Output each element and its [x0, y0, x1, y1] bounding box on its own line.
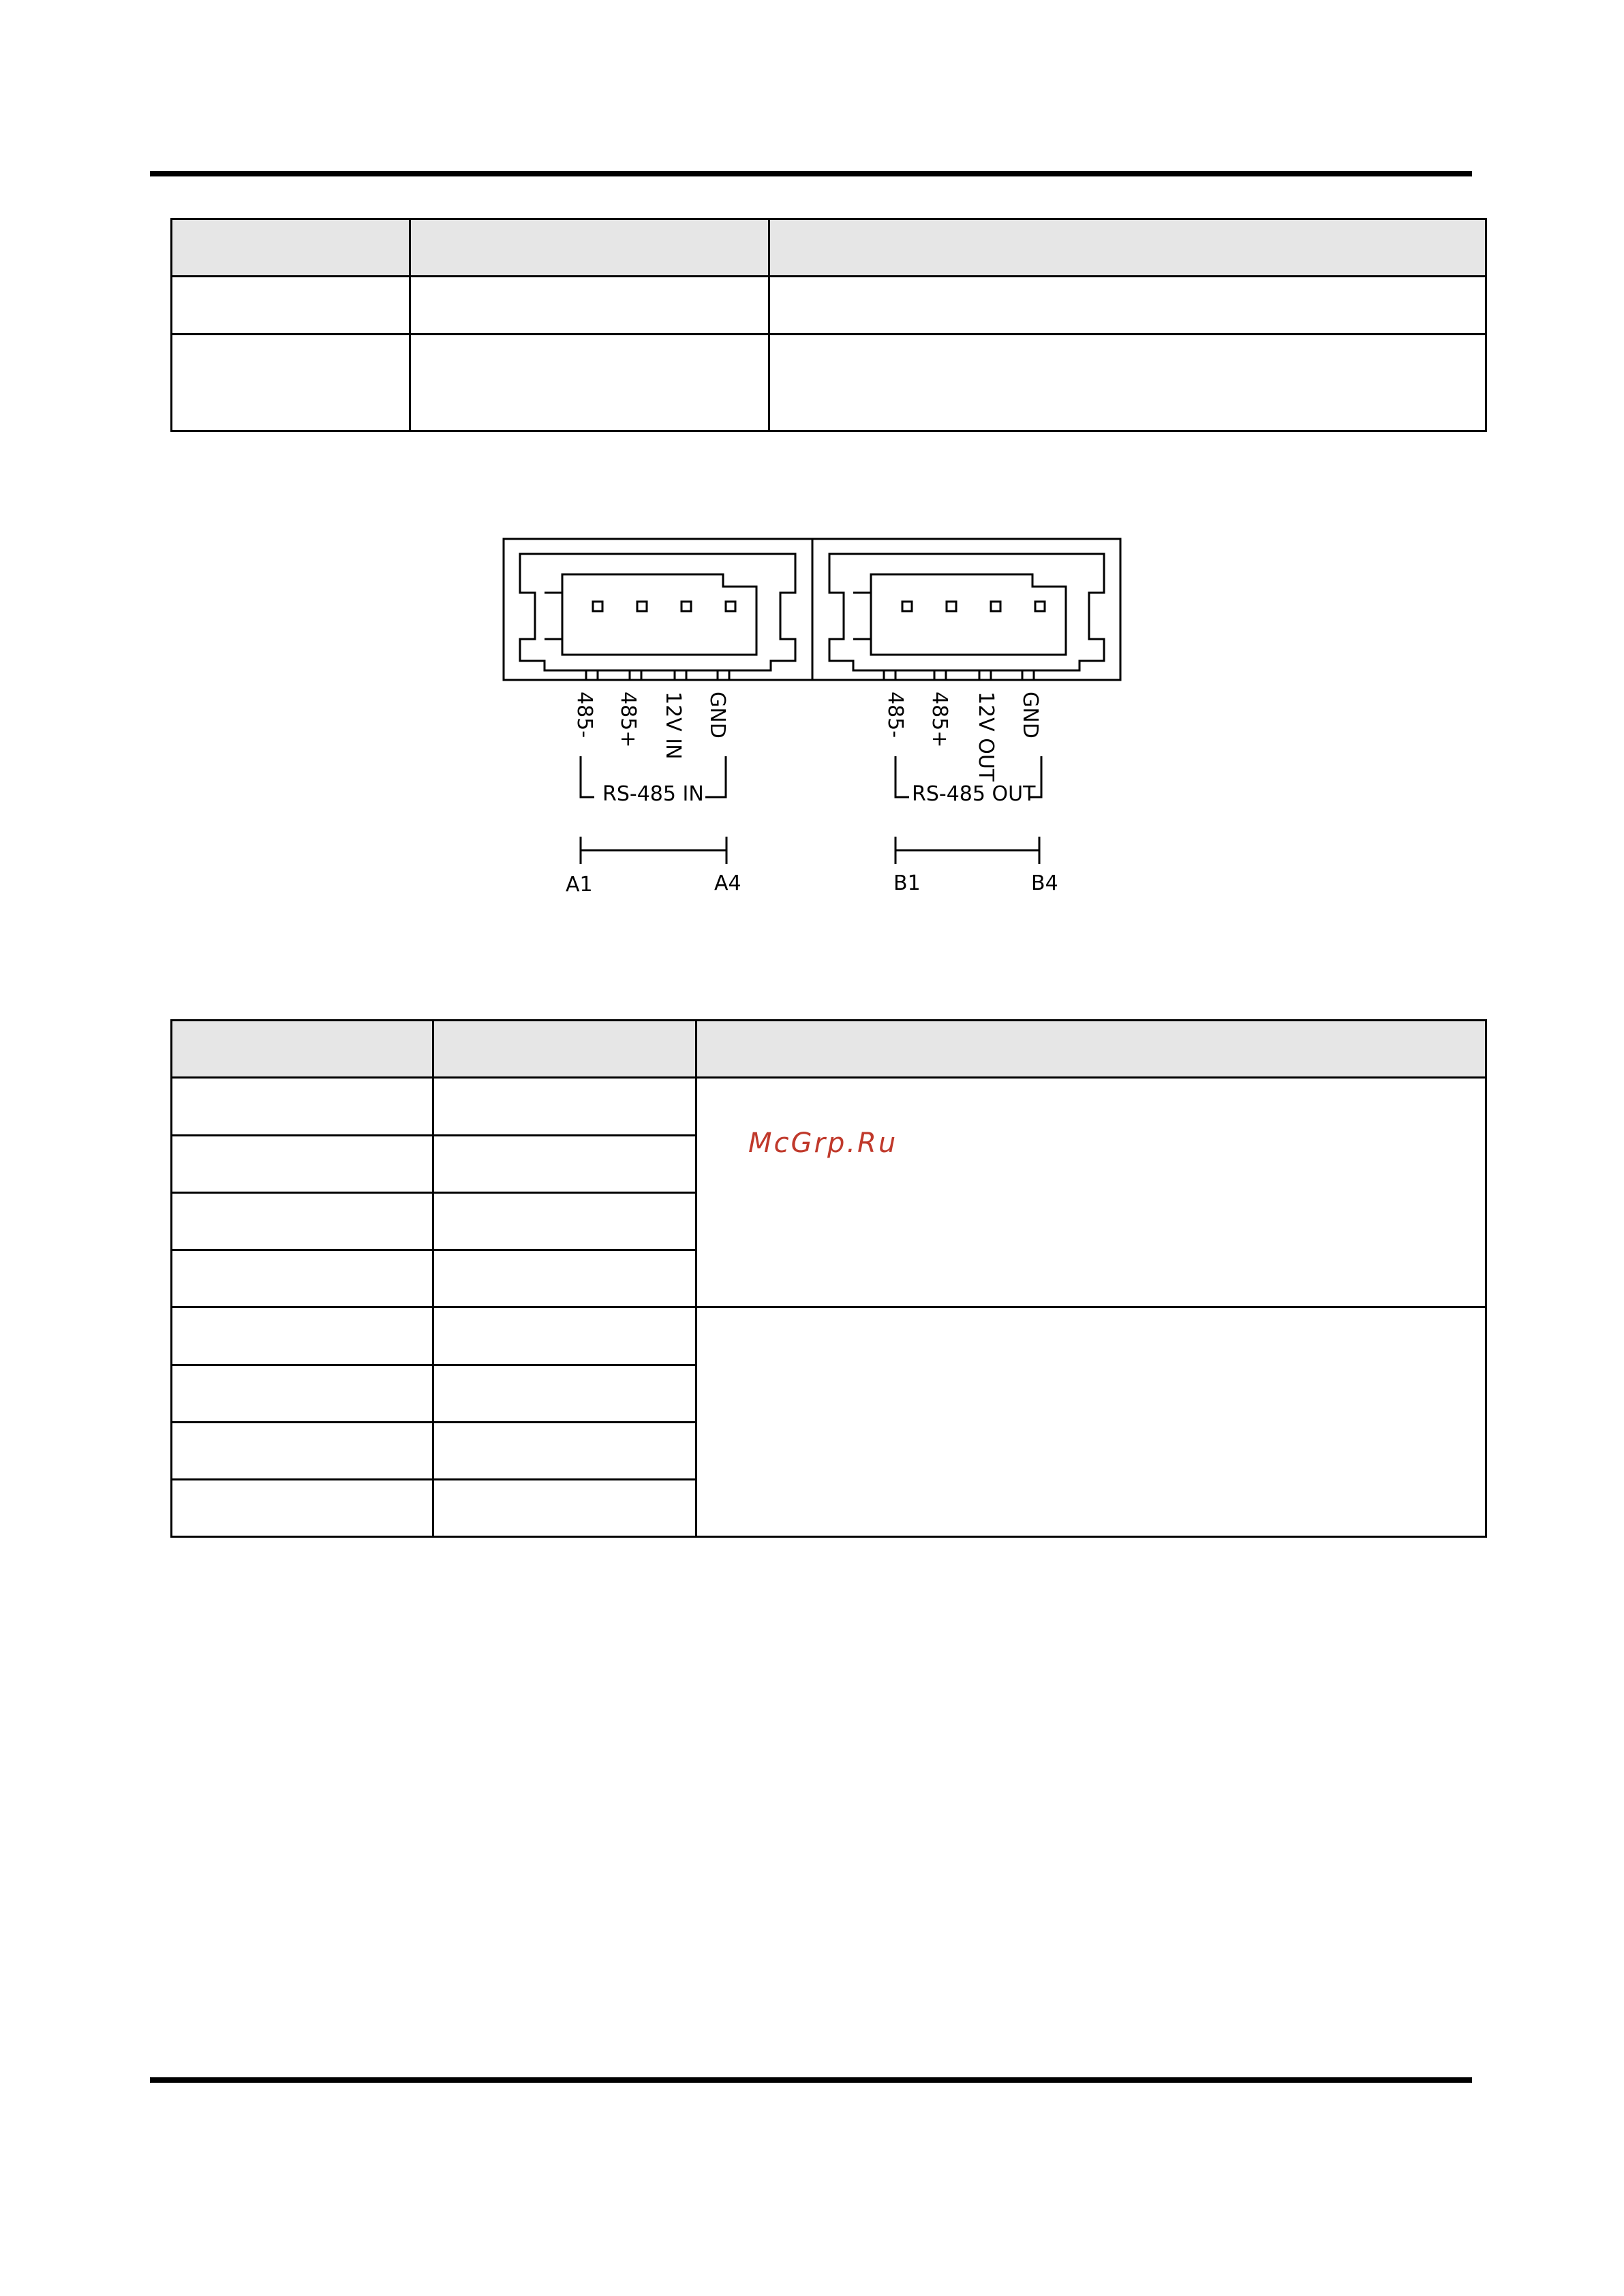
table-cell — [433, 1480, 696, 1537]
connector-out-housing — [812, 539, 1120, 680]
table-row — [172, 1078, 1486, 1136]
group-label-out: RS-485 OUT — [912, 782, 1036, 806]
range-out-end: B4 — [1031, 871, 1058, 895]
table-cell — [172, 1365, 433, 1423]
table-cell — [433, 1136, 696, 1193]
bracket-in-right — [705, 756, 726, 797]
pin-square — [637, 602, 647, 611]
pin-leads — [586, 670, 729, 680]
table-cell — [433, 1365, 696, 1423]
pin-label-in-4: GND — [705, 692, 729, 739]
group-label-in: RS-485 IN — [602, 782, 704, 806]
table-cell — [172, 1307, 433, 1365]
table-cell — [433, 1307, 696, 1365]
pin-label-in-3: 12V IN — [661, 692, 685, 760]
table-cell — [172, 1136, 433, 1193]
connector-diagram — [0, 0, 1624, 954]
pin-square — [947, 602, 956, 611]
pin-square — [902, 602, 912, 611]
range-out-start: B1 — [893, 871, 921, 895]
pin-square — [593, 602, 602, 611]
range-out-line — [895, 837, 1039, 864]
table-cell — [172, 1078, 433, 1136]
pin-square — [726, 602, 735, 611]
pin-square — [1035, 602, 1045, 611]
table-cell — [433, 1078, 696, 1136]
table-cell — [172, 1423, 433, 1480]
table-cell — [172, 1250, 433, 1307]
bracket-out-left — [895, 756, 909, 797]
table-cell — [433, 1193, 696, 1250]
pin-square — [991, 602, 1000, 611]
table-cell — [172, 1480, 433, 1537]
range-in-end: A4 — [714, 871, 741, 895]
table-bottom-header — [172, 1021, 1486, 1078]
table-bottom — [170, 1019, 1487, 1538]
table-row — [172, 1307, 1486, 1365]
pin-label-out-1: 485- — [883, 692, 907, 739]
watermark-text: McGrp.Ru — [748, 1128, 898, 1159]
range-in-start: A1 — [566, 873, 593, 897]
connector-in-housing — [504, 539, 812, 680]
bottom-rule — [150, 2077, 1472, 2083]
range-in-line — [581, 837, 726, 864]
pin-square — [681, 602, 691, 611]
pin-label-out-4: GND — [1018, 692, 1042, 739]
table-cell — [433, 1250, 696, 1307]
pin-label-out-2: 485+ — [928, 692, 951, 748]
header-cell — [696, 1021, 1486, 1078]
header-cell — [433, 1021, 696, 1078]
table-cell — [172, 1193, 433, 1250]
pin-leads — [884, 670, 1034, 680]
header-cell — [172, 1021, 433, 1078]
pin-label-in-1: 485- — [572, 692, 596, 739]
pin-label-out-3: 12V OUT — [974, 692, 998, 782]
bracket-in-left — [581, 756, 594, 797]
merged-cell — [696, 1307, 1486, 1537]
pin-label-in-2: 485+ — [616, 692, 640, 748]
table-cell — [433, 1423, 696, 1480]
merged-cell — [696, 1078, 1486, 1307]
